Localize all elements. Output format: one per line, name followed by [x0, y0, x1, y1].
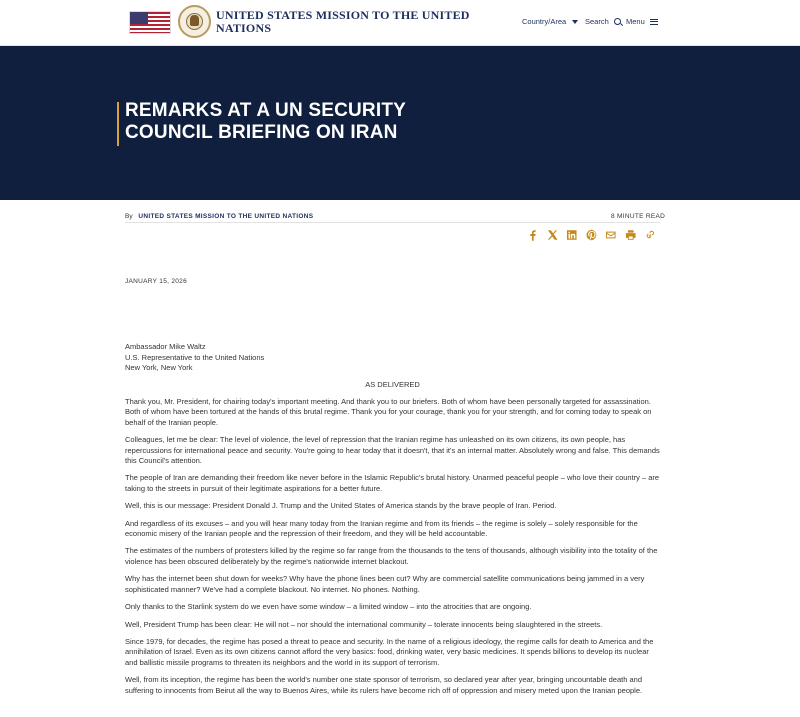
search-icon — [614, 18, 621, 25]
article-body — [125, 397, 660, 703]
byline-author-link[interactable]: UNITED STATES MISSION TO THE UNITED NATIONS — [138, 213, 314, 220]
article-paragraph: Well, this is our message: President Donald J. Trump and the United States of America stands by the brave people of Iran. Period. — [125, 501, 557, 511]
article-paragraph: And regardless of its excuses – and you will hear many today from the Iranian regime and from its friends – the regime is solely – solely responsible for the economic misery of the Iranian people and the repression of their freedom, and they will be held accountable. — [125, 518, 638, 539]
linkedin-icon[interactable] — [566, 229, 578, 241]
article-paragraph: The people of Iran are demanding their freedom like never before in the Islamic Republic's brutal history. Unarmed peaceful people – who love their country – are taking to the streets in pursuit of their legitimate aspirations for a better future. — [125, 473, 660, 493]
article-paragraph: The estimates of the numbers of protesters killed by the regime so far range from the thousands to the tens of thousands, although visibility into the totality of the violence has been obscured deliberately by the regime's nationwide internet blackout. — [125, 546, 658, 566]
chevron-down-icon — [572, 20, 578, 24]
speaker-title: U.S. Representative to the United Nations — [125, 352, 265, 362]
menu-button[interactable] — [626, 17, 658, 26]
facebook-icon[interactable] — [527, 229, 539, 241]
hero-accent-bar — [117, 102, 119, 146]
article-paragraph: Since 1979, for decades, the regime has posed a threat to peace and security. In the name of a religious ideology, the regime calls for death to America and the annihilation of Israel. Even as its own citizens cannot afford the very basics: food, drinking water, very basic medicines. It spends billions to develop its nuclear and ballistic missile programs to threaten its neighbors and the world in its support of terrorism. — [125, 636, 654, 667]
site-header — [0, 0, 800, 46]
hamburger-menu-icon — [650, 19, 658, 25]
article-paragraph: Well, from its inception, the regime has been the world's number one state sponsor of terrorism, so declared year after year, bringing uncountable death and suffering to innocents from Beirut all the way to Buenos Aires, while its rulers have become rich off of oppression and misery meted upon the Iranian people. — [125, 675, 643, 695]
speaker-block — [125, 342, 264, 374]
link-icon[interactable] — [644, 229, 656, 241]
byline — [125, 213, 313, 220]
speaker-location: New York, New York — [125, 363, 193, 372]
page-title: REMARKS AT A UN SECURITY COUNCIL BRIEFING ON IRAN — [125, 100, 406, 143]
department-seal-icon[interactable] — [178, 5, 211, 38]
search-button[interactable] — [585, 17, 621, 26]
byline-prefix: By — [125, 213, 133, 220]
share-toolbar — [527, 227, 662, 243]
site-title[interactable]: UNITED STATES MISSION TO THE UNITED NATIONS — [216, 8, 470, 35]
speaker-name: Ambassador Mike Waltz — [125, 342, 206, 351]
us-flag-icon[interactable] — [129, 11, 171, 34]
article-paragraph: Only thanks to the Starlink system do we even have some window – a limited window – into the atrocities that are ongoing. — [125, 602, 532, 612]
pinterest-icon[interactable] — [586, 229, 598, 241]
email-icon[interactable] — [605, 229, 617, 241]
print-icon[interactable] — [625, 229, 637, 241]
as-delivered-label: AS DELIVERED — [365, 380, 420, 389]
menu-label: Menu — [626, 17, 645, 26]
byline-divider — [125, 222, 660, 223]
article-date: JANUARY 15, 2026 — [125, 278, 188, 285]
country-area-dropdown[interactable] — [522, 17, 578, 26]
x-icon[interactable] — [547, 229, 559, 241]
article-paragraph: Why has the internet been shut down for weeks? Why have the phone lines been cut? Why are commercial satellite communications being jammed in a very sophisticated manner? We've had a complete blackout. No internet. No phones. Nothing. — [125, 574, 645, 594]
read-time: 8 MINUTE READ — [611, 213, 666, 220]
search-label: Search — [585, 17, 609, 26]
hero-banner — [0, 46, 800, 200]
country-area-label: Country/Area — [522, 17, 567, 26]
article-paragraph: Well, President Trump has been clear: He will not – nor should the international community – tolerate innocents being slaughtered in the streets. — [125, 619, 603, 629]
article-paragraph: Thank you, Mr. President, for chairing today's important meeting. And thank you to our briefers. Both of whom have been personally targeted for assassination. Both of whom have been tortured at the hands of this brutal regime. Thank you for your courage, thank you for your strength, and for coming today to speak on behalf of the Iranian people. — [125, 397, 652, 427]
article-paragraph: Colleagues, let me be clear: The level of violence, the level of repression that the Iranian regime has unleashed on its own citizens, its own people, has repercussions for international peace and security. You're going to hear today that it doesn't, that it's an internal matter. Absolutely wrong and false. This demands this Council's attention. — [125, 435, 660, 466]
